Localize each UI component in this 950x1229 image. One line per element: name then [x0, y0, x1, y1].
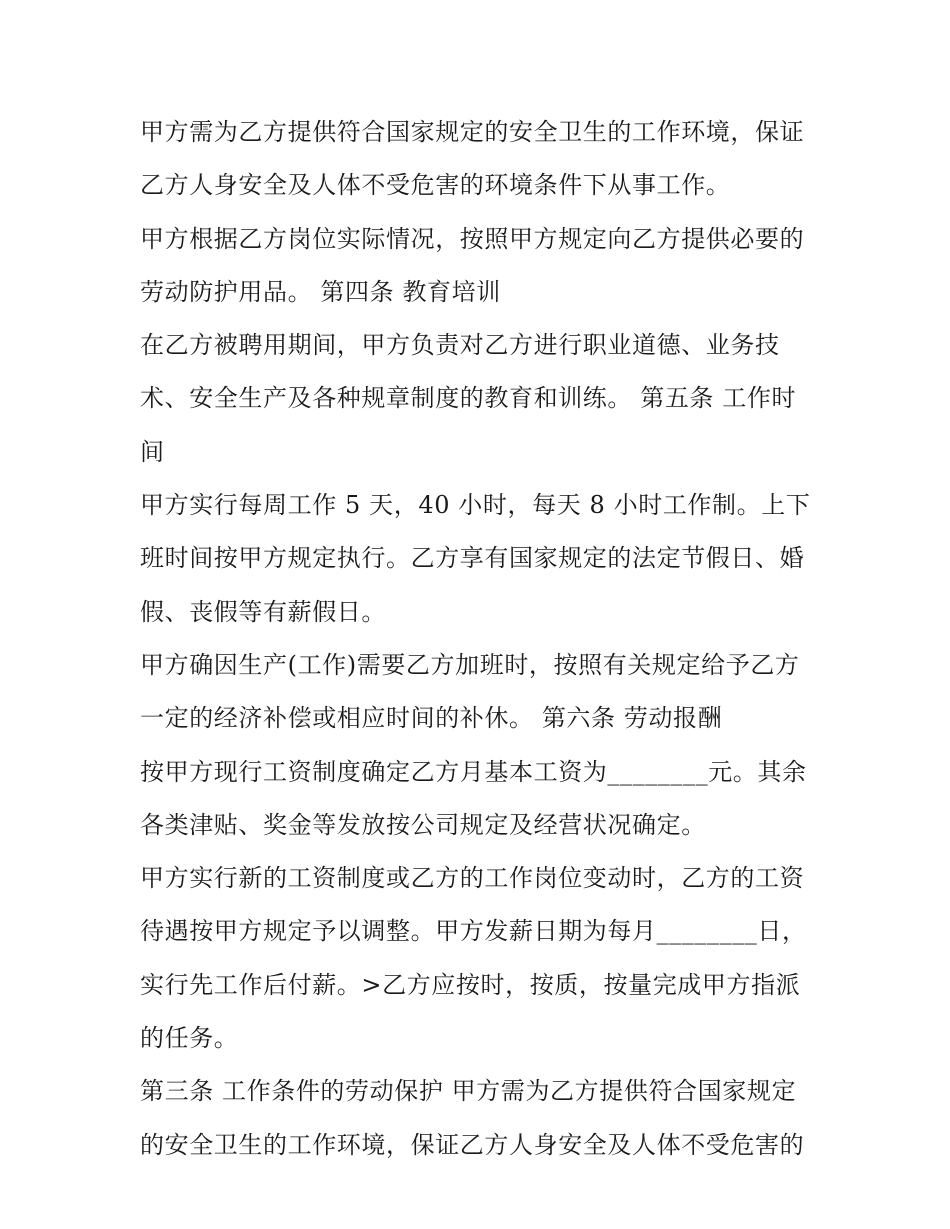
paragraph-safety-environment: 甲方需为乙方提供符合国家规定的安全卫生的工作环境，保证乙方人身安全及人体不受危害的环境条件下从事工作。	[140, 118, 805, 200]
paragraph-salary-adjustment: 甲方实行新的工资制度或乙方的工作岗位变动时，乙方的工资待遇按甲方规定予以调整。甲方发薪日期为每月________日，实行先工作后付薪。>乙方应按时，按质，按量完成甲方指派的任务。	[140, 864, 807, 1053]
paragraph-protective-equipment: 甲方根据乙方岗位实际情况，按照甲方规定向乙方提供必要的劳动防护用品。 第四条 教育培训	[140, 224, 805, 306]
document-body	[140, 106, 820, 1172]
paragraph-working-conditions: 第三条 工作条件的劳动保护 甲方需为乙方提供符合国家规定的安全卫生的工作环境，保证乙方人身安全及人体不受危害的	[140, 1077, 805, 1159]
paragraph-training: 在乙方被聘用期间，甲方负责对乙方进行职业道德、业务技术、安全生产及各种规章制度的教育和训练。 第五条 工作时间	[140, 331, 797, 466]
paragraph-overtime: 甲方确因生产(工作)需要乙方加班时，按照有关规定给予乙方一定的经济补偿或相应时间的补休。 第六条 劳动报酬	[140, 650, 800, 733]
paragraph-working-hours: 甲方实行每周工作 5 天，40 小时，每天 8 小时工作制。上下班时间按甲方规定执行。乙方享有国家规定的法定节假日、婚假、丧假等有薪假日。	[140, 491, 811, 626]
paragraph-base-salary: 按甲方现行工资制度确定乙方月基本工资为________元。其余各类津贴、奖金等发放按公司规定及经营状况确定。	[140, 757, 807, 839]
